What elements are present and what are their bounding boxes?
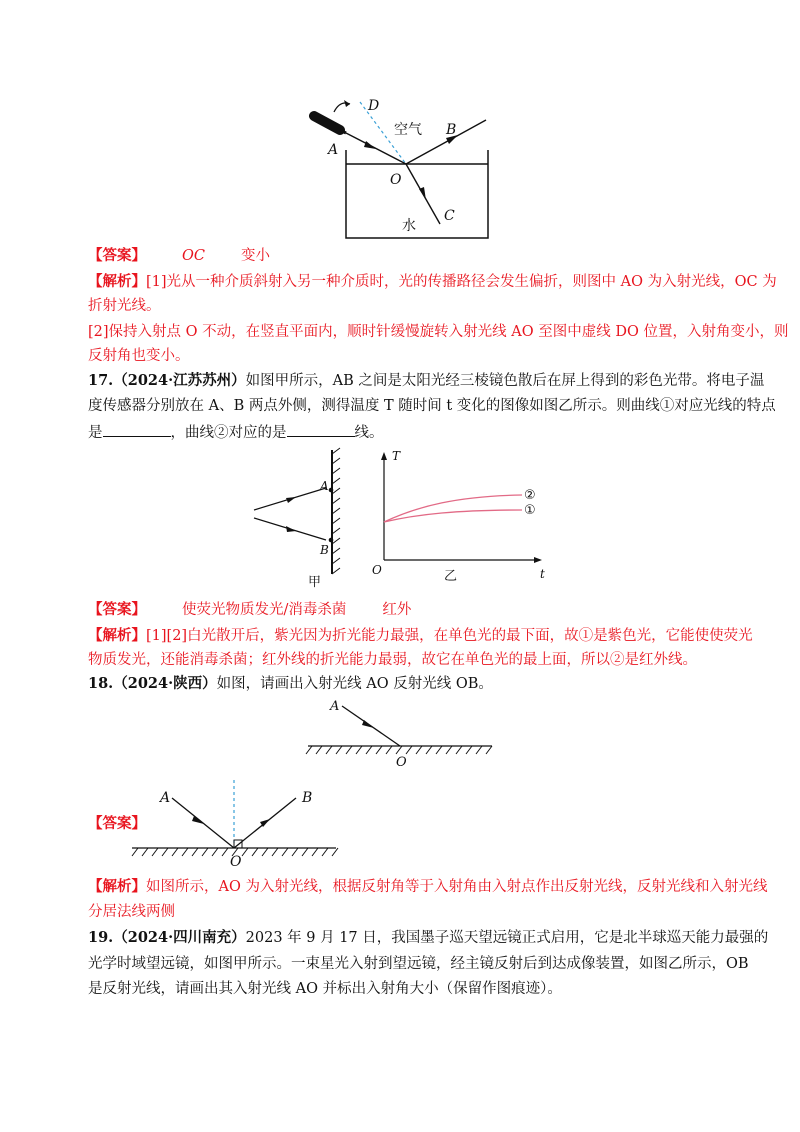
figure-17-yi-graph xyxy=(372,449,545,584)
label-d: D xyxy=(368,98,380,114)
label-a: A xyxy=(160,790,171,806)
q17-stem-3b: ，曲线②对应的是 xyxy=(170,425,287,441)
q17-answer xyxy=(88,600,728,620)
q16-answer-2: 变小 xyxy=(240,248,270,264)
q17-answer-1: 使荧光物质发光/消毒杀菌 xyxy=(182,602,347,618)
q16-analysis-line-3: [2]保持入射点 O 不动，在竖直平面内，顺时针缓慢旋转入射光线 AO 至图中虚线 DO 位置，入射角变小，则 xyxy=(88,324,789,340)
figure-17 xyxy=(248,448,558,596)
q18-analysis-text-1: 如图所示，AO 为入射光线，根据反射角等于入射角由入射点作出反射光线，反射光线和入射光线 xyxy=(146,879,768,895)
q18-stem-text: 如图，请画出入射光线 AO 反射光线 OB。 xyxy=(216,676,493,692)
label-yi: 乙 xyxy=(444,569,458,584)
analysis-tag: 【解析】 xyxy=(88,627,146,644)
answer-tag: 【答案】 xyxy=(88,815,146,832)
laser-pointer-icon xyxy=(314,116,346,133)
label-time: t xyxy=(540,567,545,581)
question-source: （2024·陕西） xyxy=(113,675,217,692)
label-o: O xyxy=(390,172,402,188)
question-source: （2024·四川南充） xyxy=(113,929,246,946)
q17-answer-2: 红外 xyxy=(382,602,412,618)
q19-stem-line-1 xyxy=(88,928,769,948)
q19-stem-line-3: 是反射光线，请画出其入射光线 AO 并标出入射角大小（保留作图痕迹）。 xyxy=(88,981,562,997)
q19-stem-text-1: 2023 年 9 月 17 日，我国墨子巡天望远镜正式启用，它是北半球巡天能力最强的 xyxy=(245,930,769,946)
q18-analysis-line-2: 分居法线两侧 xyxy=(88,904,175,920)
water-container xyxy=(346,150,488,238)
label-a: A xyxy=(320,479,329,493)
question-source: （2024·江苏苏州） xyxy=(113,372,246,389)
label-b: B xyxy=(302,790,313,806)
label-b: B xyxy=(320,543,329,557)
label-b: B xyxy=(446,122,457,138)
label-jia: 甲 xyxy=(308,575,322,590)
curve-1 xyxy=(384,510,522,522)
q16-answer-1: OC xyxy=(182,248,205,264)
answer-tag: 【答案】 xyxy=(88,247,146,264)
q17-stem-line-1 xyxy=(88,371,765,391)
figure-17-jia xyxy=(254,448,340,590)
q16-analysis-line-2: 折射光线。 xyxy=(88,298,161,314)
q17-stem-text-1: 如图甲所示，AB 之间是太阳光经三棱镜色散后在屏上得到的彩色光带。将电子温 xyxy=(245,373,765,389)
question-number: 17. xyxy=(88,372,114,389)
q16-analysis-line-1 xyxy=(88,272,777,292)
q19-stem-line-2: 光学时域望远镜，如图甲所示。一束星光入射到望远镜，经主镜反射后到达成像装置，如图乙所示，OB xyxy=(88,956,749,972)
question-number: 19. xyxy=(88,929,114,946)
label-curve-2: ② xyxy=(524,488,536,503)
q16-analysis-line-4: 反射角也变小。 xyxy=(88,348,190,364)
label-c: C xyxy=(444,208,455,224)
q16-answer xyxy=(88,246,728,266)
q17-analysis-line-1 xyxy=(88,626,753,646)
q18-analysis-line-1 xyxy=(88,877,768,897)
answer-blank-1[interactable] xyxy=(103,421,171,437)
q17-stem-line-2: 度传感器分别放在 A、B 两点外侧，测得温度 T 随时间 t 变化的图像如图乙所示。则曲线①对应光线的特点 xyxy=(88,398,776,414)
label-a: A xyxy=(328,142,339,158)
label-curve-1: ① xyxy=(524,503,536,518)
q17-stem-3a: 是 xyxy=(88,425,103,441)
label-air: 空气 xyxy=(394,122,422,138)
q18-stem xyxy=(88,674,728,694)
analysis-tag: 【解析】 xyxy=(88,878,146,895)
label-o: O xyxy=(372,563,382,577)
figure-16-refraction xyxy=(300,88,520,248)
analysis-tag: 【解析】 xyxy=(88,273,146,290)
q17-stem-3c: 线。 xyxy=(354,425,384,441)
answer-tag: 【答案】 xyxy=(88,601,146,618)
label-o: O xyxy=(230,854,242,870)
figure-18-question xyxy=(300,694,500,770)
label-t-axis: T xyxy=(392,449,401,463)
label-a: A xyxy=(330,699,340,714)
question-number: 18. xyxy=(88,675,114,692)
label-o: O xyxy=(396,755,407,770)
figure-18-answer xyxy=(124,776,344,868)
q17-analysis-text-1: [1][2]白光散开后，紫光因为折光能力最强，在单色光的最下面，故①是紫色光，它能使使荧光 xyxy=(146,628,753,644)
q17-stem-line-3 xyxy=(88,421,728,443)
label-water: 水 xyxy=(402,218,416,234)
answer-blank-2[interactable] xyxy=(287,421,355,437)
q17-analysis-line-2: 物质发光，还能消毒杀菌；红外线的折光能力最弱，故它在单色光的最上面，所以②是红外线。 xyxy=(88,652,697,668)
q16-analysis-text-1: [1]光从一种介质斜射入另一种介质时，光的传播路径会发生偏折，则图中 AO 为入射光线，OC 为 xyxy=(146,274,777,290)
